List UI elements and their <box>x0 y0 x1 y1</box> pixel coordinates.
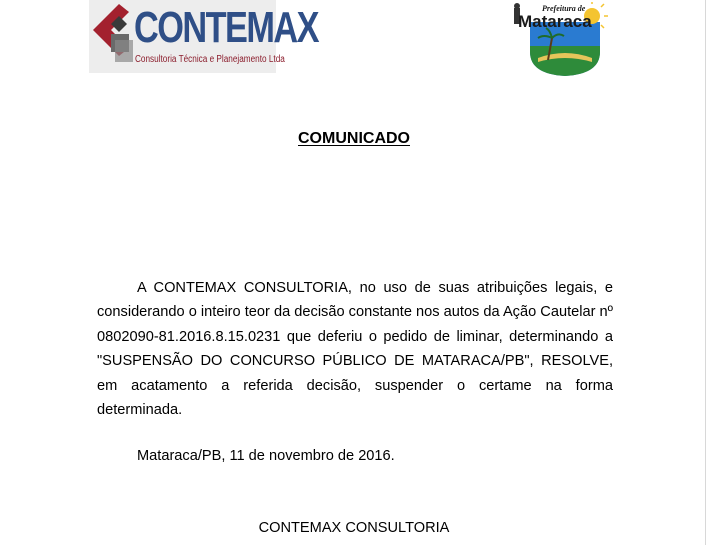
contemax-logo-name: CONTEMAX <box>134 3 318 52</box>
place-date: Mataraca/PB, 11 de novembro de 2016. <box>137 448 395 464</box>
mataraca-logo-city: Mataraca <box>518 12 592 31</box>
signature: CONTEMAX CONSULTORIA <box>258 520 450 536</box>
document-body: A CONTEMAX CONSULTORIA, no uso de suas atribuições legais, e considerando o inteiro teor da decisão constante nos autos da Ação Cautelar nº 0802090-81.2016.8.15.0231 que deferiu o pedido de liminar, determinando a "SUSPENSÃO DO CONCURSO PÚBLICO DE MATARACA/PB", RESOLVE, em acatamento a referida decisão, suspender o certame na forma determinada. <box>97 280 613 419</box>
mataraca-logo <box>508 2 616 78</box>
contemax-logo-tagline: Consultoria Técnica e Planejamento Ltda <box>135 54 285 65</box>
document-title: COMUNICADO <box>298 130 410 147</box>
page-edge <box>705 0 712 545</box>
contemax-logo <box>89 0 318 73</box>
mataraca-logo-prefix: Prefeitura de <box>542 4 586 13</box>
